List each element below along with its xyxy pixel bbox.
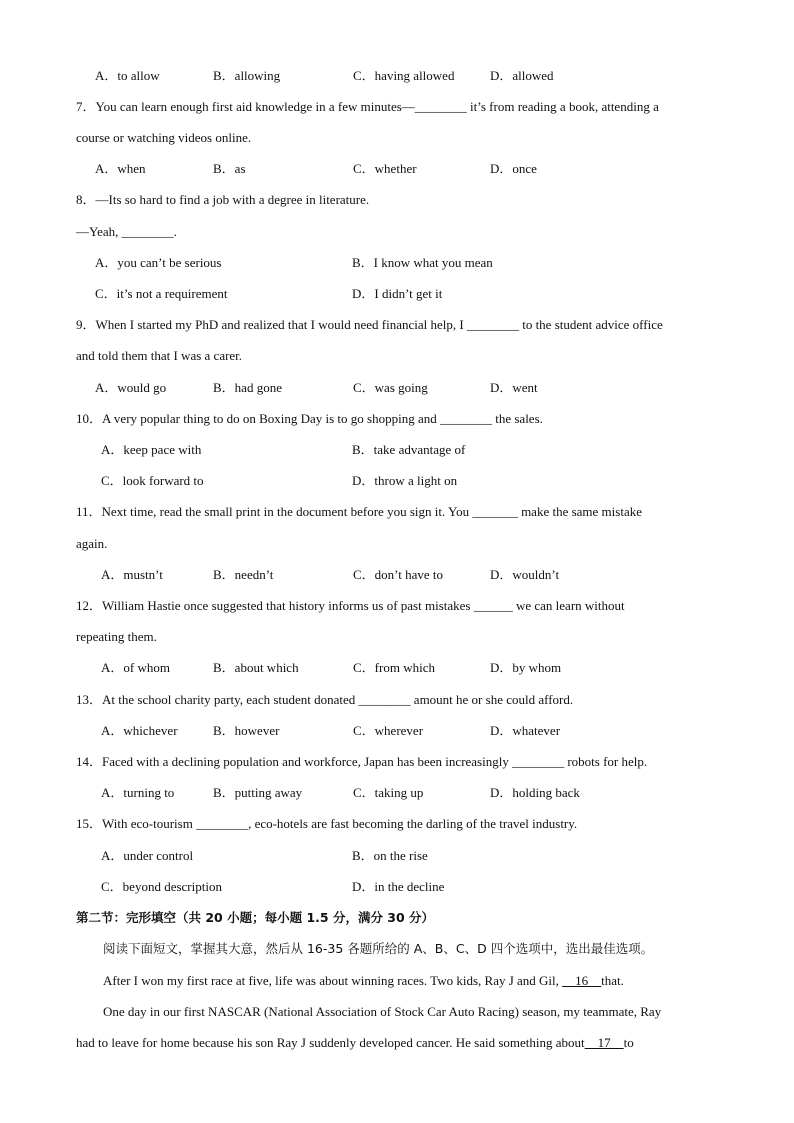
- q9-option-d: D．went: [490, 380, 538, 395]
- q9-option-b: B．had gone: [213, 380, 282, 395]
- q7-stem-line2: course or watching videos online.: [76, 130, 252, 145]
- passage-p2-text-before: had to leave for home because his son Ray J suddenly developed cancer. He said something about: [76, 1035, 585, 1050]
- q14-stem: 14．Faced with a declining population and workforce, Japan has been increasingly ________ robots for help.: [76, 754, 648, 769]
- q14-option-a: A．turning to: [101, 785, 175, 800]
- q8-stem-line2: —Yeah, ________.: [76, 224, 177, 239]
- q6-option-a: A．to allow: [95, 68, 160, 83]
- passage-paragraph-2-line1: One day in our first NASCAR (National Association of Stock Car Auto Racing) season, my teammate, Ray: [103, 1004, 662, 1019]
- blank-16: 16: [562, 973, 602, 988]
- passage-p1-text-after: that.: [601, 973, 624, 988]
- q7-option-a: A．when: [95, 161, 146, 176]
- q8-stem-line1: 8．—Its so hard to find a job with a degree in literature.: [76, 192, 370, 207]
- q10-stem: 10．A very popular thing to do on Boxing Day is to go shopping and ________ the sales.: [76, 411, 543, 426]
- q15-option-a: A．under control: [101, 848, 194, 863]
- q8-option-b: B．I know what you mean: [352, 255, 493, 270]
- q11-option-d: D．wouldn’t: [490, 567, 560, 582]
- passage-p1-text-before: After I won my first race at five, life was about winning races. Two kids, Ray J and Gil,: [103, 973, 563, 988]
- q9-stem-line2: and told them that I was a carer.: [76, 348, 243, 363]
- q6-option-c: C．having allowed: [353, 68, 455, 83]
- passage-paragraph-1: [103, 973, 624, 989]
- q13-option-c: C．wherever: [353, 723, 424, 738]
- q9-option-c: C．was going: [353, 380, 428, 395]
- q10-option-b: B．take advantage of: [352, 442, 466, 457]
- q12-option-d: D．by whom: [490, 660, 562, 675]
- q14-option-d: D．holding back: [490, 785, 580, 800]
- q15-option-c: C．beyond description: [101, 879, 222, 894]
- q11-option-a: A．mustn’t: [101, 567, 163, 582]
- q6-option-b: B．allowing: [213, 68, 281, 83]
- q15-stem: 15．With eco-tourism ________, eco-hotels are fast becoming the darling of the travel industry.: [76, 816, 578, 831]
- q11-stem-line1: 11．Next time, read the small print in the document before you sign it. You _______ make the same mistake: [76, 504, 642, 519]
- q11-option-b: B．needn’t: [213, 567, 274, 582]
- q8-option-c: C．it’s not a requirement: [95, 286, 228, 301]
- q7-option-d: D．once: [490, 161, 537, 176]
- q8-option-a: A．you can’t be serious: [95, 255, 222, 270]
- q13-option-d: D．whatever: [490, 723, 561, 738]
- q13-option-b: B．however: [213, 723, 280, 738]
- q9-option-a: A．would go: [95, 380, 167, 395]
- blank-17: 17: [584, 1035, 624, 1050]
- q13-stem: 13．At the school charity party, each student donated ________ amount he or she could afford.: [76, 692, 574, 707]
- q7-stem-line1: 7．You can learn enough first aid knowledge in a few minutes—________ it’s from reading a book, attending a: [76, 99, 659, 114]
- q11-option-c: C．don’t have to: [353, 567, 444, 582]
- q7-option-b: B．as: [213, 161, 246, 176]
- q10-option-d: D．throw a light on: [352, 473, 458, 488]
- q14-option-b: B．putting away: [213, 785, 303, 800]
- q12-option-c: C．from which: [353, 660, 435, 675]
- q15-option-b: B．on the rise: [352, 848, 428, 863]
- q8-option-d: D．I didn’t get it: [352, 286, 443, 301]
- q14-option-c: C．taking up: [353, 785, 424, 800]
- q6-option-d: D．allowed: [490, 68, 554, 83]
- q7-option-c: C．whether: [353, 161, 417, 176]
- q12-stem-line1: 12．William Hastie once suggested that history informs us of past mistakes ______ we can learn without: [76, 598, 625, 613]
- q15-option-d: D．in the decline: [352, 879, 445, 894]
- passage-p2-text-after: to: [623, 1035, 634, 1050]
- q10-option-a: A．keep pace with: [101, 442, 202, 457]
- q9-stem-line1: 9．When I started my PhD and realized that I would need financial help, I ________ to the student advice office: [76, 317, 663, 332]
- q12-stem-line2: repeating them.: [76, 629, 157, 644]
- section2-heading: 第二节：完形填空（共 20 小题；每小题 1.5 分，满分 30 分）: [76, 910, 435, 925]
- q13-option-a: A．whichever: [101, 723, 178, 738]
- q11-stem-line2: again.: [76, 536, 108, 551]
- q10-option-c: C．look forward to: [101, 473, 204, 488]
- passage-paragraph-2-line2: [76, 1035, 634, 1051]
- q12-option-a: A．of whom: [101, 660, 170, 675]
- section2-instruction: 阅读下面短文，掌握其大意，然后从 16-35 各题所给的 A、B、C、D 四个选项中，选出最佳选项。: [103, 941, 654, 956]
- q12-option-b: B．about which: [213, 660, 299, 675]
